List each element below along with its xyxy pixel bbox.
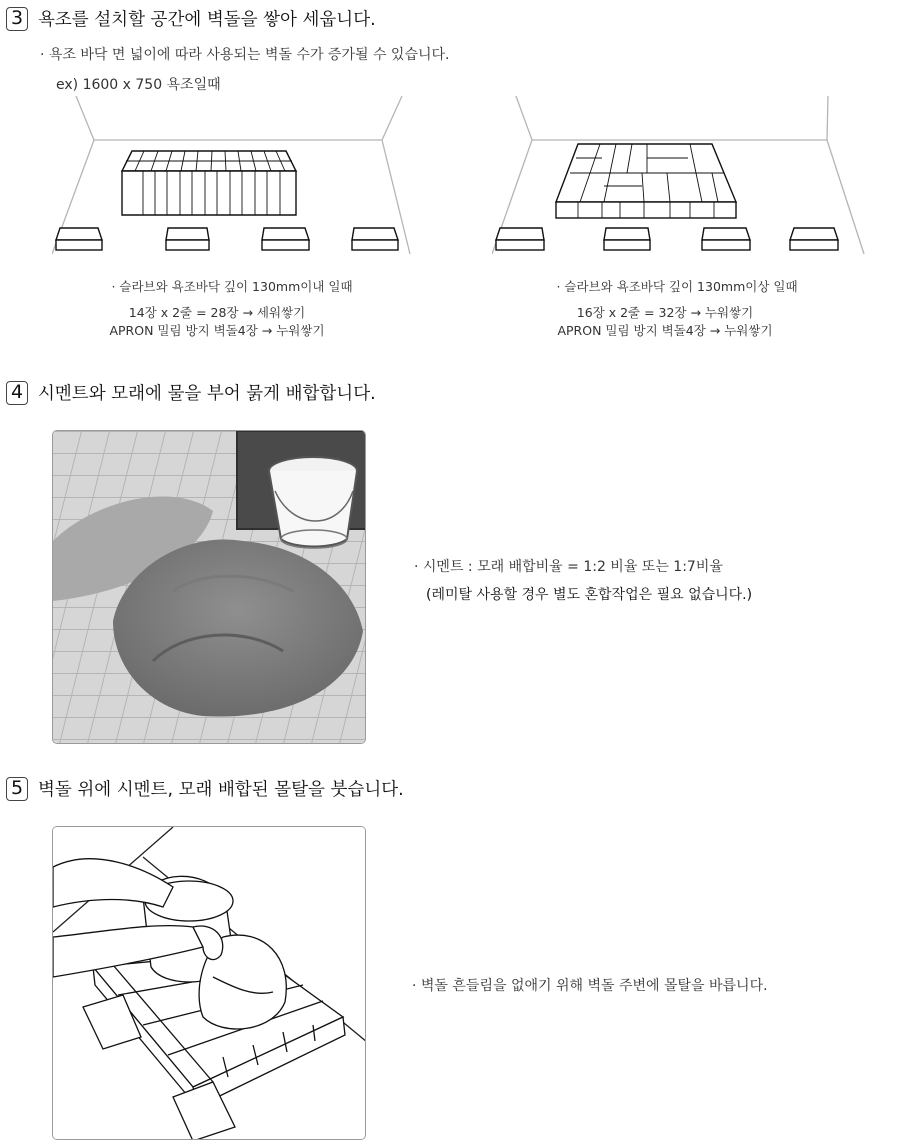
flat-brick-stack: [556, 144, 736, 218]
step-3-number: 3: [6, 7, 28, 31]
bucket-icon: [269, 457, 357, 548]
right-caption-title: · 슬라브와 욕조바닥 깊이 130mm이상 일때: [556, 279, 798, 294]
step-4-note-ratio: · 시멘트 : 모래 배합비율 = 1:2 비율 또는 1:7비율: [414, 559, 723, 575]
brick-flat-diagram: [492, 96, 872, 266]
step-3-title: 욕조를 설치할 공간에 벽돌을 쌓아 세웁니다.: [38, 10, 376, 30]
step-5-note: · 벽돌 흔들림을 없애기 위해 벽돌 주변에 몰탈을 바릅니다.: [412, 978, 768, 994]
brick-upright-diagram: [52, 96, 412, 266]
upright-brick-stack: [122, 151, 296, 215]
mortar-pouring-illustration: [52, 826, 366, 1140]
step-3-note: · 욕조 바닥 면 넓이에 따라 사용되는 벽돌 수가 증가될 수 있습니다.: [40, 47, 450, 63]
right-caption-line2: APRON 밀림 방지 벽돌4장 → 누워쌓기: [557, 323, 773, 338]
step-4-number: 4: [6, 381, 28, 405]
cement-sand-photo: [52, 430, 366, 744]
step-4-title: 시멘트와 모래에 물을 부어 묽게 배합합니다.: [38, 384, 376, 404]
left-caption-title: · 슬라브와 욕조바닥 깊이 130mm이내 일때: [111, 279, 353, 294]
left-caption-line2: APRON 밀림 방지 벽돌4장 → 누워쌓기: [109, 323, 325, 338]
step-5-header: [6, 776, 404, 801]
step-3-header: [6, 6, 376, 31]
step-5-number: 5: [6, 777, 28, 801]
left-caption-line1: 14장 x 2줄 = 28장 → 세워쌓기: [128, 305, 306, 320]
apron-bricks: [56, 228, 398, 250]
right-caption-line1: 16장 x 2줄 = 32장 → 누워쌓기: [576, 305, 754, 320]
step-3-example: ex) 1600 x 750 욕조일때: [56, 77, 221, 93]
step-4-note-remital: (레미탈 사용할 경우 별도 혼합작업은 필요 없습니다.): [426, 587, 753, 603]
step-4-header: [6, 380, 376, 405]
apron-bricks: [496, 228, 838, 250]
step-5-title: 벽돌 위에 시멘트, 모래 배합된 몰탈을 붓습니다.: [38, 780, 404, 800]
